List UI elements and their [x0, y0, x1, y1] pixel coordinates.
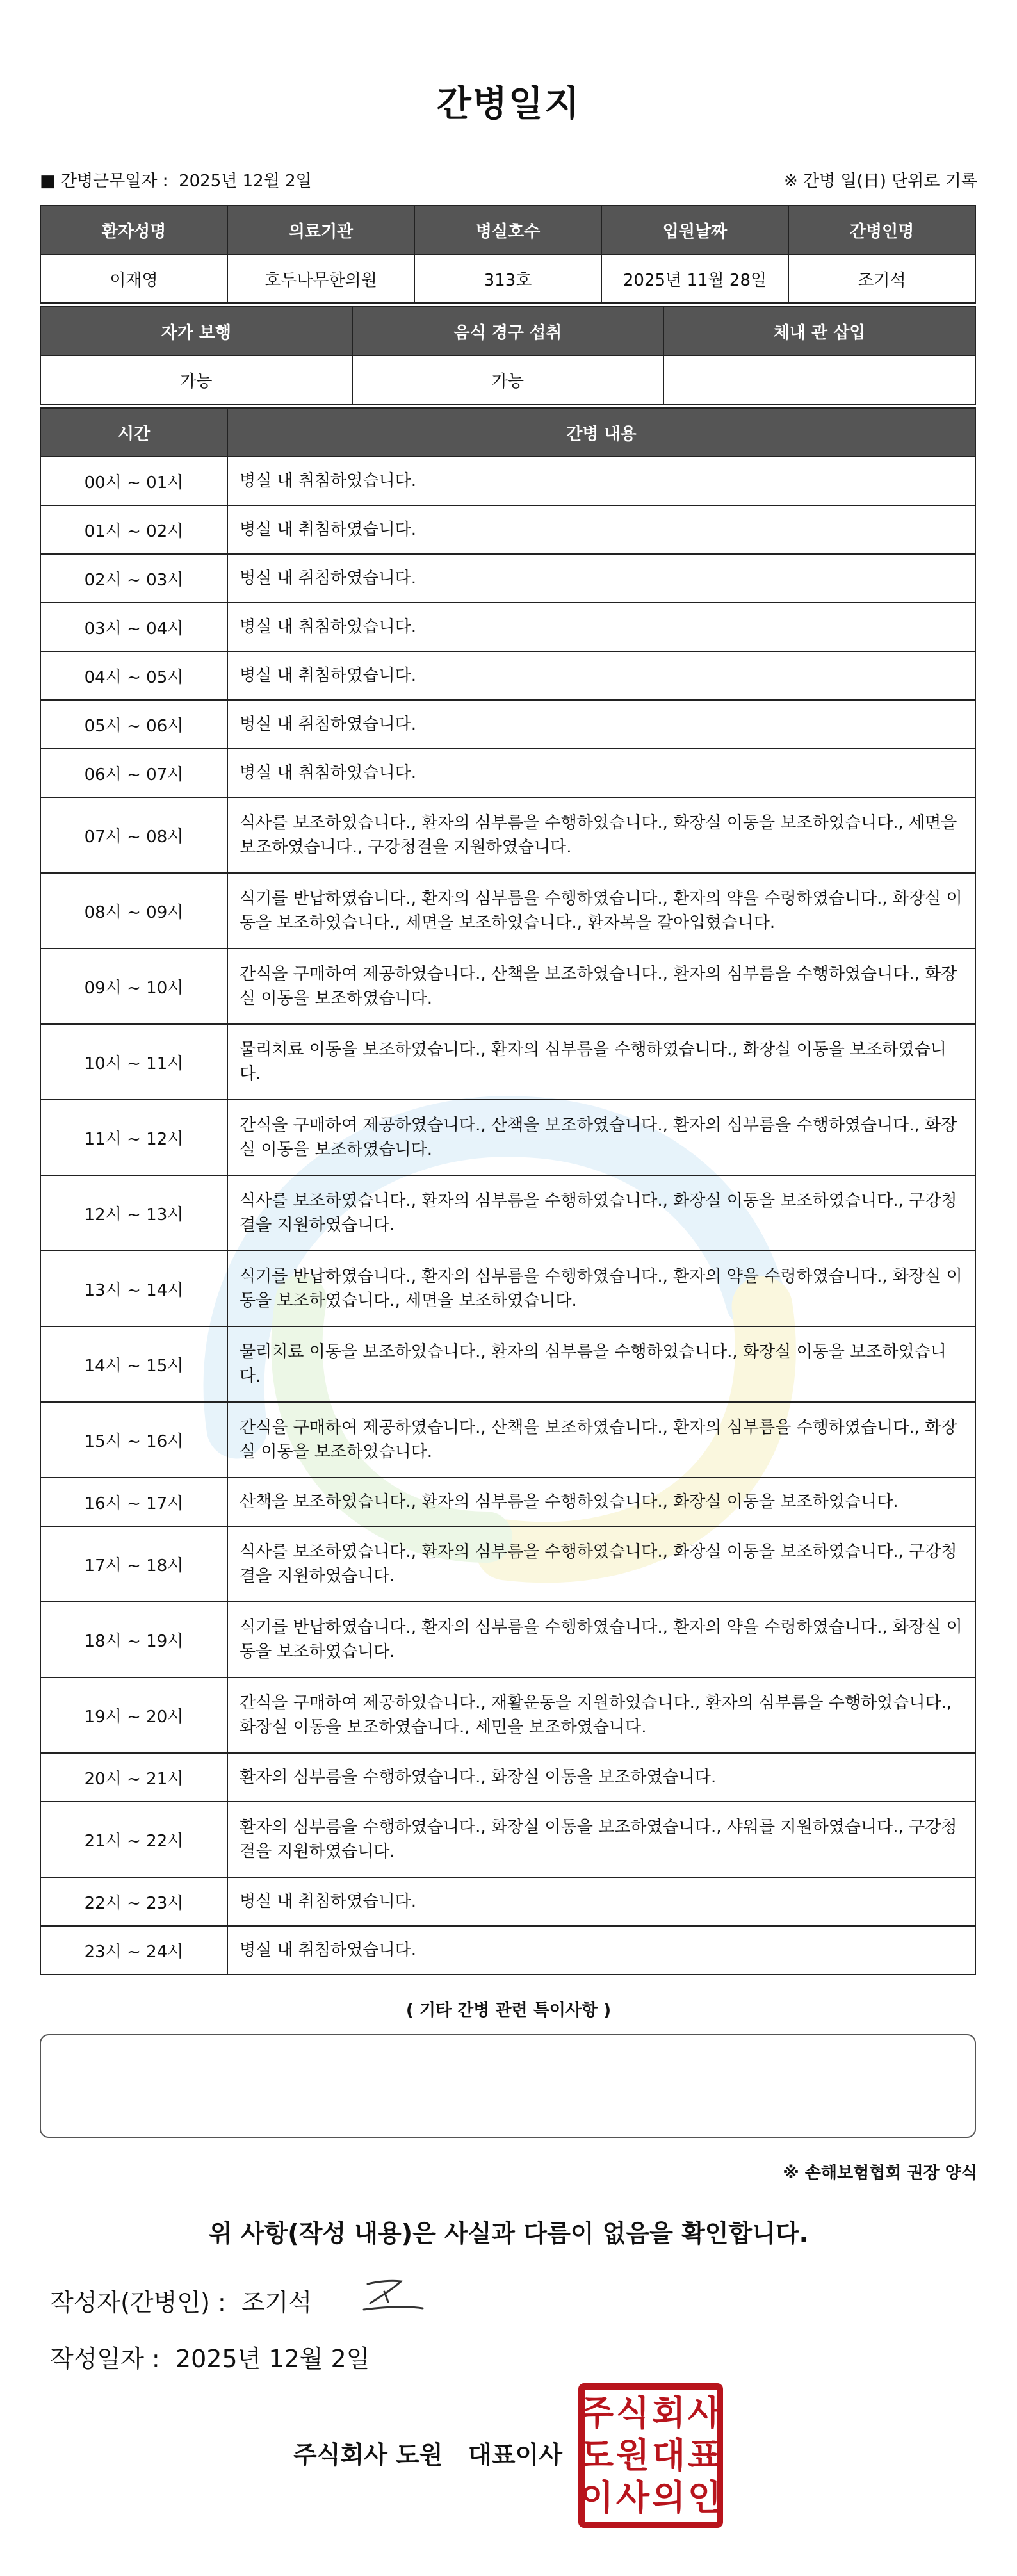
- content-cell: 식사를 보조하였습니다., 환자의 심부름을 수행하였습니다., 화장실 이동을 보조하였습니다., 구강청결을 지원하였습니다.: [227, 1175, 975, 1251]
- table-row: [40, 505, 975, 554]
- time-cell: 14시 ~ 15시: [40, 1326, 227, 1402]
- content-cell: 식사를 보조하였습니다., 환자의 심부름을 수행하였습니다., 화장실 이동을 보조하였습니다., 세면을 보조하였습니다., 구강청결을 지원하였습니다.: [227, 797, 975, 873]
- unit-note: ※ 간병 일(日) 단위로 기록: [783, 172, 977, 191]
- special-notes-label: ( 기타 간병 관련 특이사항 ): [405, 2001, 612, 2020]
- time-cell: 21시 ~ 22시: [40, 1802, 227, 1877]
- time-cell: 12시 ~ 13시: [40, 1175, 227, 1251]
- time-cell: 08시 ~ 09시: [40, 873, 227, 949]
- content-cell: 식기를 반납하였습니다., 환자의 심부름을 수행하였습니다., 환자의 약을 수령하였습니다., 화장실 이동을 보조하였습니다., 세면을 보조하였습니다.: [227, 1251, 975, 1326]
- content-cell: 병실 내 취침하였습니다.: [227, 1926, 975, 1975]
- medical-institution: 호두나무한의원: [227, 254, 414, 303]
- time-cell: 05시 ~ 06시: [40, 700, 227, 749]
- content-cell: 병실 내 취침하였습니다.: [227, 603, 975, 651]
- header-self-walking: 자가 보행: [40, 307, 352, 355]
- patient-info-value-row: [40, 254, 975, 303]
- header-time: 시간: [40, 408, 227, 457]
- header-room-number: 병실호수: [414, 206, 601, 254]
- time-cell: 19시 ~ 20시: [40, 1677, 227, 1753]
- time-cell: 09시 ~ 10시: [40, 949, 227, 1024]
- content-cell: 병실 내 취침하였습니다.: [227, 457, 975, 505]
- content-cell: 병실 내 취침하였습니다.: [227, 651, 975, 700]
- table-row: [40, 1100, 975, 1175]
- care-log-header-row: [40, 408, 975, 457]
- content-cell: 병실 내 취침하였습니다.: [227, 1877, 975, 1926]
- tube-insertion-value: [663, 355, 975, 404]
- time-cell: 13시 ~ 14시: [40, 1251, 227, 1326]
- company-representative: 주식회사 도원 대표이사: [293, 2441, 562, 2469]
- table-row: [40, 603, 975, 651]
- content-cell: 간식을 구매하여 제공하였습니다., 재활운동을 지원하였습니다., 환자의 심부름을 수행하였습니다., 화장실 이동을 보조하였습니다., 세면을 보조하였습니다.: [227, 1677, 975, 1753]
- table-row: [40, 1326, 975, 1402]
- patient-status-table: [40, 306, 976, 405]
- page-title: 간병일지: [436, 83, 581, 125]
- table-row: [40, 1402, 975, 1478]
- form-note: ※ 손해보험협회 권장 양식: [783, 2164, 977, 2183]
- header-caregiver-name: 간병인명: [788, 206, 975, 254]
- content-cell: 물리치료 이동을 보조하였습니다., 환자의 심부름을 수행하였습니다., 화장실 이동을 보조하였습니다.: [227, 1024, 975, 1100]
- time-cell: 00시 ~ 01시: [40, 457, 227, 505]
- table-row: [40, 949, 975, 1024]
- content-cell: 병실 내 취침하였습니다.: [227, 554, 975, 603]
- time-cell: 18시 ~ 19시: [40, 1602, 227, 1677]
- header-oral-intake: 음식 경구 섭취: [352, 307, 664, 355]
- content-cell: 간식을 구매하여 제공하였습니다., 산책을 보조하였습니다., 환자의 심부름을 수행하였습니다., 화장실 이동을 보조하였습니다.: [227, 1402, 975, 1478]
- table-row: [40, 1251, 975, 1326]
- care-log-table: [40, 407, 976, 1975]
- caregiver-name: 조기석: [788, 254, 975, 303]
- status-value-row: [40, 355, 975, 404]
- table-row: [40, 749, 975, 797]
- writer-line: [50, 2283, 312, 2318]
- seal-glyph: 표: [687, 2435, 722, 2475]
- content-cell: 환자의 심부름을 수행하였습니다., 화장실 이동을 보조하였습니다.: [227, 1753, 975, 1802]
- seal-glyph: 인: [687, 2477, 722, 2518]
- content-cell: 산책을 보조하였습니다., 환자의 심부름을 수행하였습니다., 화장실 이동을 보조하였습니다.: [227, 1478, 975, 1526]
- date-line: [50, 2339, 370, 2374]
- content-cell: 환자의 심부름을 수행하였습니다., 화장실 이동을 보조하였습니다., 샤워를 지원하였습니다., 구강청결을 지원하였습니다.: [227, 1802, 975, 1877]
- time-cell: 06시 ~ 07시: [40, 749, 227, 797]
- room-number: 313호: [414, 254, 601, 303]
- content-cell: 병실 내 취침하였습니다.: [227, 505, 975, 554]
- patient-name: 이재영: [40, 254, 227, 303]
- table-row: [40, 1802, 975, 1877]
- time-cell: 20시 ~ 21시: [40, 1753, 227, 1802]
- table-row: [40, 1602, 975, 1677]
- time-cell: 07시 ~ 08시: [40, 797, 227, 873]
- table-row: [40, 1526, 975, 1602]
- table-row: [40, 554, 975, 603]
- seal-glyph: 회: [651, 2393, 686, 2433]
- seal-glyph: 원: [615, 2435, 650, 2475]
- table-row: [40, 1677, 975, 1753]
- status-header-row: [40, 307, 975, 355]
- admission-date: 2025년 11월 28일: [601, 254, 788, 303]
- patient-info-table: [40, 205, 976, 304]
- seal-glyph: 이: [580, 2477, 614, 2518]
- time-cell: 04시 ~ 05시: [40, 651, 227, 700]
- time-cell: 22시 ~ 23시: [40, 1877, 227, 1926]
- content-cell: 식기를 반납하였습니다., 환자의 심부름을 수행하였습니다., 환자의 약을 수령하였습니다., 화장실 이동을 보조하였습니다.: [227, 1602, 975, 1677]
- table-row: [40, 1926, 975, 1975]
- table-row: [40, 797, 975, 873]
- content-cell: 식기를 반납하였습니다., 환자의 심부름을 수행하였습니다., 환자의 약을 수령하였습니다., 화장실 이동을 보조하였습니다., 세면을 보조하였습니다., 환자복을 갈아입혔습니다.: [227, 873, 975, 949]
- header-admission-date: 입원날짜: [601, 206, 788, 254]
- seal-glyph: 식: [615, 2393, 650, 2433]
- date-value: 2025년 12월 2일: [175, 2345, 370, 2373]
- table-row: [40, 1753, 975, 1802]
- self-walking-value: 가능: [40, 355, 352, 404]
- seal-glyph: 도: [580, 2435, 614, 2475]
- confirmation-statement: 위 사항(작성 내용)은 사실과 다름이 없음을 확인합니다.: [208, 2219, 809, 2247]
- table-row: [40, 700, 975, 749]
- company-seal: [578, 2383, 724, 2529]
- content-cell: 간식을 구매하여 제공하였습니다., 산책을 보조하였습니다., 환자의 심부름을 수행하였습니다., 화장실 이동을 보조하였습니다.: [227, 949, 975, 1024]
- table-row: [40, 1478, 975, 1526]
- time-cell: 23시 ~ 24시: [40, 1926, 227, 1975]
- writer-label: 작성자(간병인) :: [50, 2288, 226, 2317]
- header-medical-institution: 의료기관: [227, 206, 414, 254]
- table-row: [40, 1024, 975, 1100]
- content-cell: 간식을 구매하여 제공하였습니다., 산책을 보조하였습니다., 환자의 심부름을 수행하였습니다., 화장실 이동을 보조하였습니다.: [227, 1100, 975, 1175]
- content-cell: 병실 내 취침하였습니다.: [227, 749, 975, 797]
- table-row: [40, 1175, 975, 1251]
- content-cell: 물리치료 이동을 보조하였습니다., 환자의 심부름을 수행하였습니다., 화장실 이동을 보조하였습니다.: [227, 1326, 975, 1402]
- work-date-value: 2025년 12월 2일: [179, 172, 312, 191]
- header-patient-name: 환자성명: [40, 206, 227, 254]
- time-cell: 17시 ~ 18시: [40, 1526, 227, 1602]
- seal-glyph: 의: [651, 2477, 686, 2518]
- time-cell: 15시 ~ 16시: [40, 1402, 227, 1478]
- work-date: [40, 168, 312, 192]
- writer-name: 조기석: [241, 2288, 313, 2317]
- header-tube-insertion: 체내 관 삽입: [663, 307, 975, 355]
- table-row: [40, 457, 975, 505]
- special-notes-box: [40, 2034, 976, 2138]
- signature-image: [359, 2272, 429, 2317]
- content-cell: 병실 내 취침하였습니다.: [227, 700, 975, 749]
- header-care-content: 간병 내용: [227, 408, 975, 457]
- seal-glyph: 주: [580, 2393, 614, 2433]
- time-cell: 11시 ~ 12시: [40, 1100, 227, 1175]
- table-row: [40, 1877, 975, 1926]
- patient-info-header-row: [40, 206, 975, 254]
- seal-glyph: 사: [615, 2477, 650, 2518]
- oral-intake-value: 가능: [352, 355, 664, 404]
- seal-glyph: 사: [687, 2393, 722, 2433]
- work-date-label: ■ 간병근무일자 :: [40, 172, 168, 191]
- time-cell: 10시 ~ 11시: [40, 1024, 227, 1100]
- seal-glyph: 대: [651, 2435, 686, 2475]
- time-cell: 16시 ~ 17시: [40, 1478, 227, 1526]
- content-cell: 식사를 보조하였습니다., 환자의 심부름을 수행하였습니다., 화장실 이동을 보조하였습니다., 구강청결을 지원하였습니다.: [227, 1526, 975, 1602]
- table-row: [40, 651, 975, 700]
- time-cell: 01시 ~ 02시: [40, 505, 227, 554]
- date-label: 작성일자 :: [50, 2345, 160, 2373]
- table-row: [40, 873, 975, 949]
- time-cell: 02시 ~ 03시: [40, 554, 227, 603]
- time-cell: 03시 ~ 04시: [40, 603, 227, 651]
